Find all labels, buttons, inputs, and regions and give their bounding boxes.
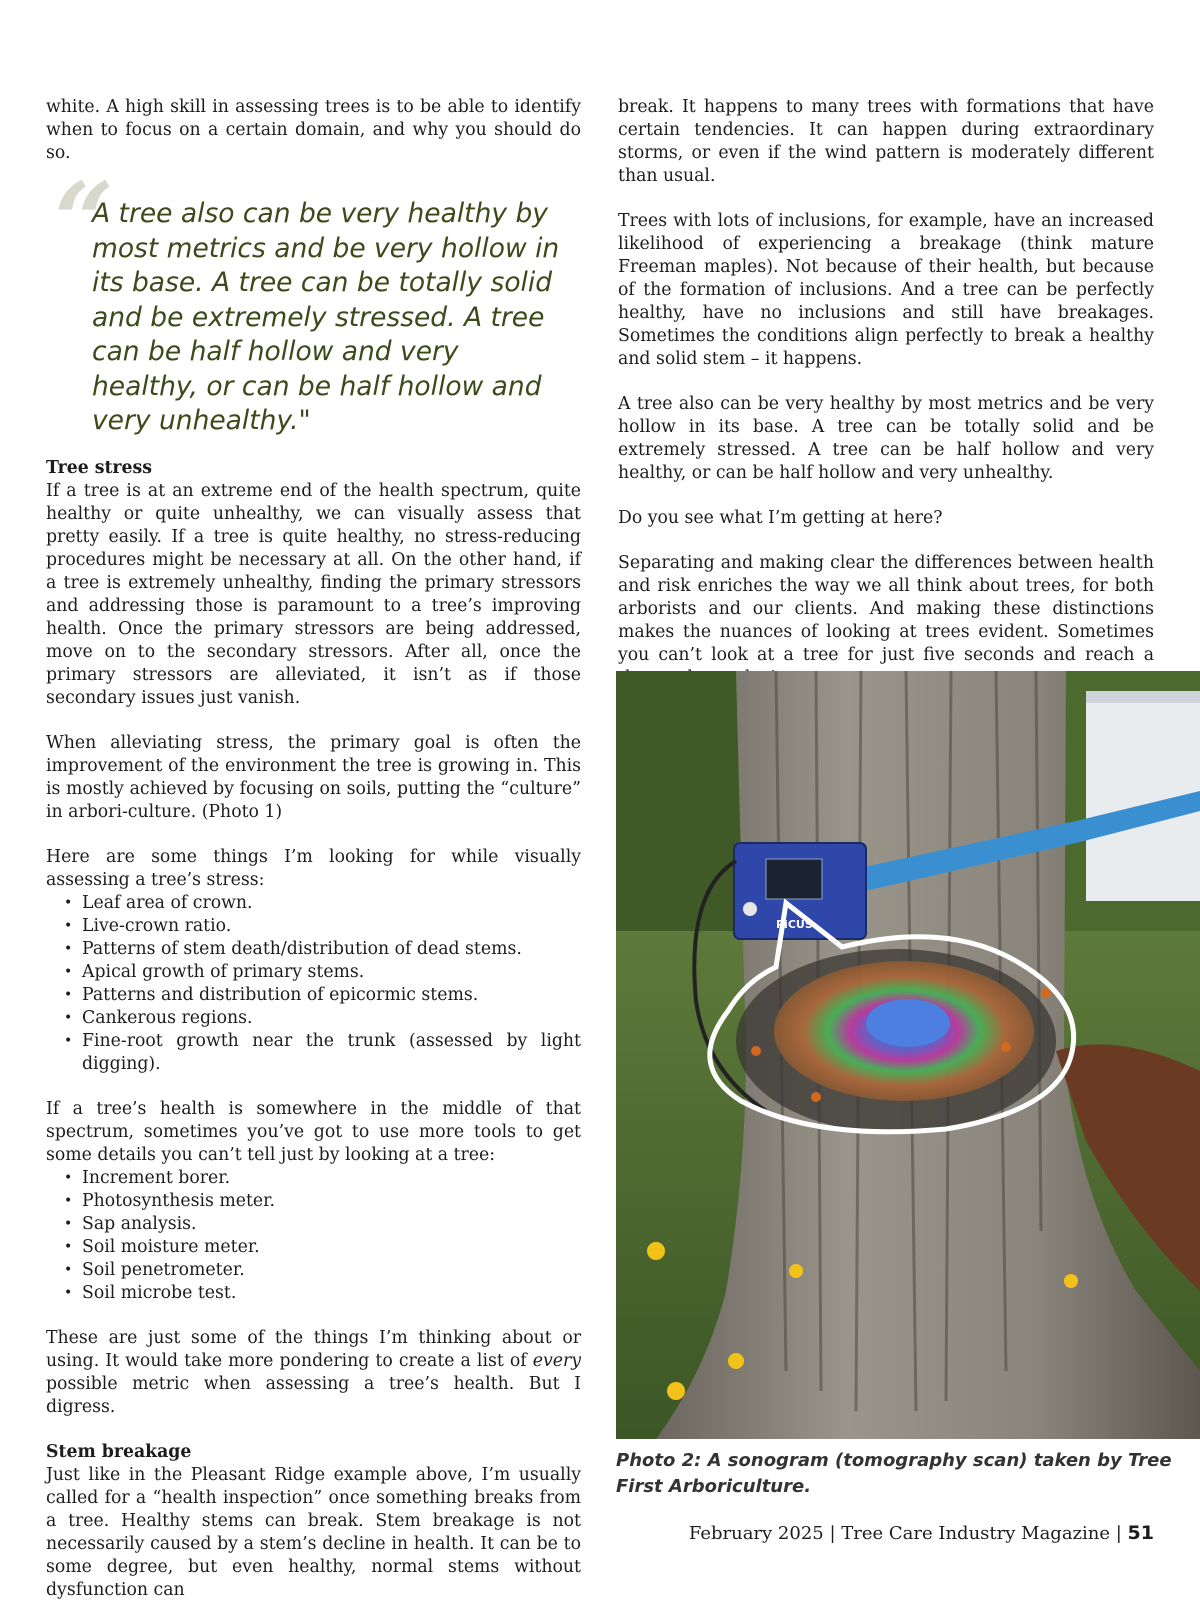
page-footer (689, 1522, 1154, 1544)
tree-stress-section (46, 457, 581, 710)
list-item: • Apical growth of primary stems. (64, 961, 581, 984)
intro-paragraph: white. A high skill in assessing trees is to be able to identify when to focus on a certain domain, and why you should do so. (46, 97, 581, 163)
list-item: • Sap analysis. (64, 1213, 581, 1236)
photo-illustration (616, 671, 1200, 1439)
digress-text-a: These are just some of the things I’m thinking about or using. It would take more pondering to create a list of (46, 1328, 581, 1371)
right-paragraph-3: A tree also can be very healthy by most metrics and be very hollow in its base. A tree can be totally solid and be extremely stressed. A tree can be half hollow and very healthy, or can be half hollow and very unhealthy. (618, 394, 1154, 483)
list-item: • Patterns and distribution of epicormic stems. (64, 984, 581, 1007)
list-item: • Cankerous regions. (64, 1007, 581, 1030)
list-item: • Soil moisture meter. (64, 1236, 581, 1259)
list-item: • Soil penetrometer. (64, 1259, 581, 1282)
right-paragraph-2: Trees with lots of inclusions, for example, have an increased likelihood of experiencing a breakage (think mature Freeman maples). Not because of their health, but because of the formation of inclusions. And a tree can be perfectly healthy, have no inclusions and still have breakages. Sometimes the conditions align perfectly to break a healthy and solid stem – it happens. (618, 211, 1154, 369)
list-item: • Increment borer. (64, 1167, 581, 1190)
pull-quote (46, 159, 581, 437)
sonogram-photo (616, 671, 1200, 1439)
list-item: • Photosynthesis meter. (64, 1190, 581, 1213)
list2-intro: If a tree’s health is somewhere in the middle of that spectrum, sometimes you’ve got to use more tools to get some details you can’t tell just by looking at a tree: (46, 1099, 581, 1165)
list-item: • Live-crown ratio. (64, 915, 581, 938)
stem-breakage-paragraph: Just like in the Pleasant Ridge example above, I’m usually called for a “health inspection” once something breaks from a tree. Healthy stems can break. Stem breakage is not necessarily caused by a stem’s decline in health. It can be to some degree, but even healthy, normal stems without dysfunction can (46, 1465, 581, 1600)
right-paragraph-5: Separating and making clear the differences between health and risk enriches the way we all think about trees, for both arborists and our clients. And making these distinctions makes the nuances of looking at trees evident. Sometimes you can’t look at a tree for just five seconds and reach a (618, 553, 1154, 665)
right-paragraph-1: break. It happens to many trees with formations that have certain tendencies. It can happen during extraordinary storms, or even if the wind pattern is moderately different than usual. (618, 97, 1154, 186)
device-button-icon (743, 902, 757, 916)
list1-intro: Here are some things I’m looking for while visually assessing a tree’s stress: (46, 847, 581, 890)
digress-text-b: possible metric when assessing a tree’s health. But I digress. (46, 1374, 581, 1417)
scan-core (866, 999, 950, 1047)
photo-caption: Photo 2: A sonogram (tomography scan) taken by Tree First Arboriculture. (616, 1450, 1172, 1497)
tools-list (46, 1167, 581, 1305)
list-item: • Fine-root growth near the trunk (assessed by light digging). (64, 1030, 581, 1076)
pull-quote-text: A tree also can be very healthy by most metrics and be very hollow in its base. A tree can be totally solid and be extremely stressed. A tree can be half hollow and very healthy, or can be half hollow and very unhealthy." (92, 198, 560, 436)
list-item: • Leaf area of crown. (64, 892, 581, 915)
stem-breakage-heading: Stem breakage (46, 1442, 192, 1462)
right-column (618, 96, 1154, 712)
digress-emphasis: every (532, 1351, 581, 1371)
list-item: • Patterns of stem death/distribution of dead stems. (64, 938, 581, 961)
tree-stress-paragraph-1: If a tree is at an extreme end of the health spectrum, quite healthy or quite unhealthy, we can visually assess that pretty easily. If a tree is quite healthy, no stress-reducing procedures might be necessary at all. On the other hand, if a tree is extremely unhealthy, finding the primary stressors and addressing those is paramount to a tree’s improving health. Once the primary stressors are being addressed, move on to the secondary stressors. After all, once the primary stressors are alleviated, it isn’t as if those secondary issues just vanish. (46, 481, 581, 708)
tree-stress-heading: Tree stress (46, 458, 152, 478)
stem-breakage-section (46, 1441, 581, 1602)
list-item: • Soil microbe test. (64, 1282, 581, 1305)
device-screen (766, 859, 822, 899)
left-column (46, 96, 581, 1624)
visual-assessment-list (46, 892, 581, 1076)
tree-stress-paragraph-2: When alleviating stress, the primary goal is often the improvement of the environment the tree is growing in. This is mostly achieved by focusing on soils, putting the “culture” in arbori-culture. (Photo 1) (46, 733, 581, 822)
device-label: PiCUS (776, 918, 813, 931)
right-paragraph-4: Do you see what I’m getting at here? (618, 508, 943, 528)
digress-paragraph (46, 1327, 581, 1419)
quote-mark-icon: “ (54, 159, 114, 282)
footer-text: February 2025 | Tree Care Industry Magazine | (688, 1523, 1128, 1544)
page-number: 51 (1127, 1522, 1154, 1544)
house-trim (1086, 691, 1200, 703)
